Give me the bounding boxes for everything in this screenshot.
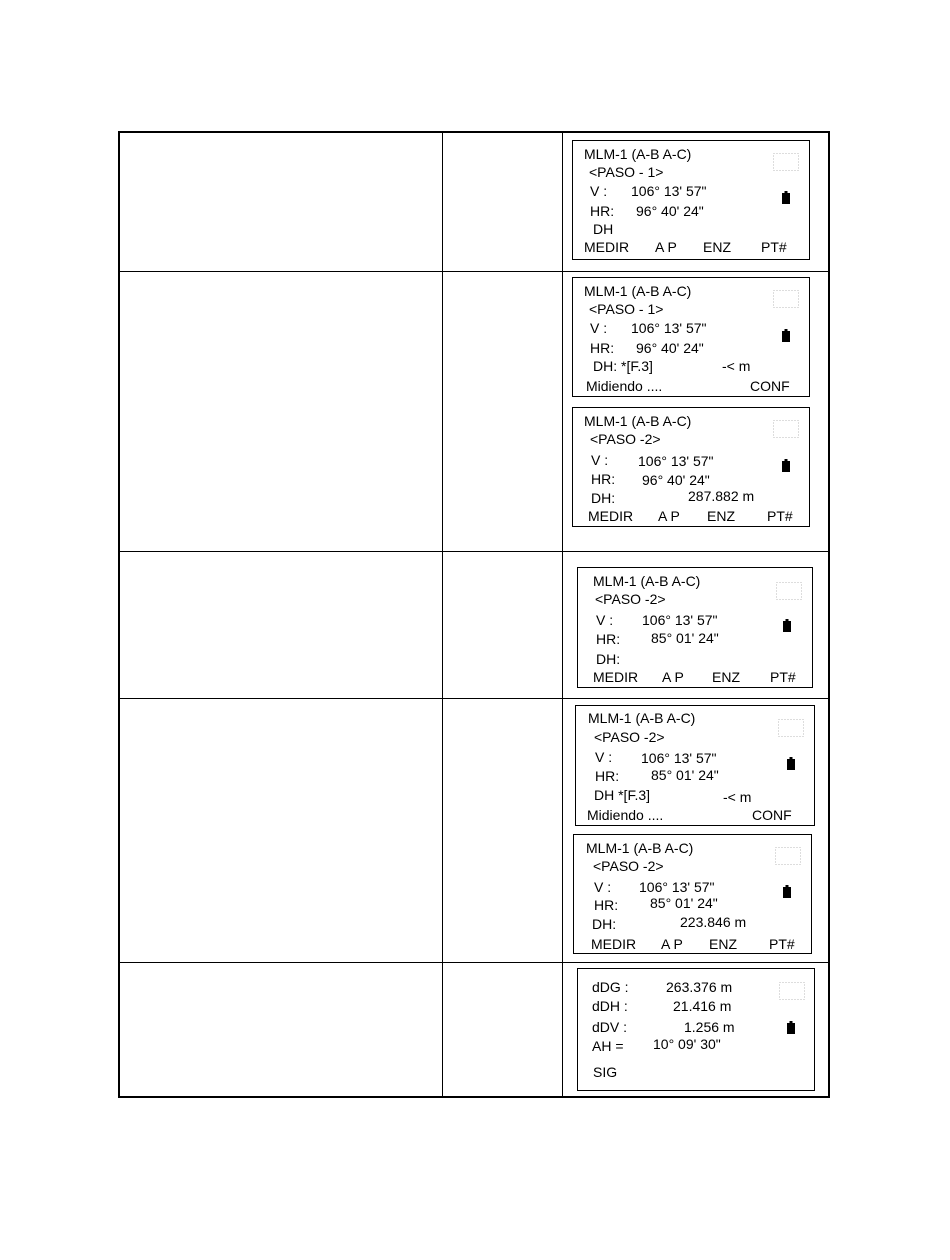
softkey-enz[interactable]: ENZ [712,669,740,685]
ddg-value: 263.376 m [666,979,733,995]
hr-value: 85° 01' 24" [650,895,718,911]
display-screen-result-step2 [573,834,812,954]
ddv-value: 1.256 m [684,1019,735,1035]
hr-value: 85° 01' 24" [651,767,719,783]
softkey-medir[interactable]: MEDIR [591,936,637,952]
softkey-conf[interactable]: CONF [750,378,790,394]
softkey-ap[interactable]: A P [655,239,677,255]
screen-title: MLM-1 (A-B A-C) [593,573,701,589]
softkey-enz[interactable]: ENZ [709,936,737,952]
softkey-medir[interactable]: MEDIR [593,669,639,685]
battery-icon [787,1021,795,1034]
hr-value: 85° 01' 24" [651,630,719,646]
battery-icon [782,459,790,472]
dh-label: DH: [592,916,617,932]
softkey-pt[interactable]: PT# [761,239,787,255]
softkey-pt[interactable]: PT# [769,936,795,952]
screen-title: MLM-1 (A-B A-C) [586,840,694,856]
signal-dots-icon [773,290,799,308]
hr-label: HR: [591,471,616,487]
signal-dots-icon [773,420,799,438]
hr-label: HR: [594,897,619,913]
v-label: V : [594,879,612,895]
ddh-label: dDH : [592,998,628,1014]
dh-label: DH: [596,651,621,667]
softkey-enz[interactable]: ENZ [707,508,735,524]
v-label: V : [591,452,609,468]
column-divider [562,133,563,1096]
softkey-pt[interactable]: PT# [770,669,796,685]
screen-title: MLM-1 (A-B A-C) [588,710,696,726]
softkey-pt[interactable]: PT# [767,508,793,524]
dh-value: 223.846 m [680,914,747,930]
measuring-status: Midiendo .... [587,807,664,823]
softkey-ap[interactable]: A P [662,669,684,685]
hr-label: HR: [596,631,621,647]
v-value: 106° 13' 57" [631,183,707,199]
step-label: <PASO - 1> [589,301,664,317]
dh-label: DH *[F.3] [594,787,651,803]
softkey-sig[interactable]: SIG [593,1064,618,1080]
hr-value: 96° 40' 24" [636,340,704,356]
hr-label: HR: [595,768,620,784]
battery-icon [783,885,791,898]
softkey-ap[interactable]: A P [658,508,680,524]
column-divider [442,133,443,1096]
display-screen-mlm-result [577,968,815,1091]
step-label: <PASO - 1> [589,164,664,180]
dh-label: DH: [591,490,616,506]
v-label: V : [590,183,608,199]
dh-value: -< m [722,358,751,374]
row-divider [120,962,828,963]
battery-icon [782,329,790,342]
step-label: <PASO -2> [594,729,665,745]
display-screen-step2 [577,567,813,688]
row-divider [120,271,828,272]
row-divider [120,698,828,699]
hr-value: 96° 40' 24" [636,203,704,219]
v-label: V : [596,612,614,628]
display-screen-result-step1 [572,407,810,527]
v-value: 106° 13' 57" [641,750,717,766]
display-screen-measuring-step2 [575,705,815,826]
v-value: 106° 13' 57" [638,453,714,469]
v-value: 106° 13' 57" [639,879,715,895]
signal-dots-icon [773,153,799,171]
v-value: 106° 13' 57" [642,612,718,628]
step-label: <PASO -2> [590,431,661,447]
v-label: V : [590,320,608,336]
softkey-enz[interactable]: ENZ [703,239,731,255]
battery-icon [787,757,795,770]
ah-label: AH = [592,1038,624,1054]
dh-value: -< m [723,789,752,805]
v-label: V : [595,749,613,765]
softkey-conf[interactable]: CONF [752,807,792,823]
signal-dots-icon [775,847,801,865]
dh-label: DH: *[F.3] [593,358,653,374]
measuring-status: Midiendo .... [586,378,663,394]
battery-icon [783,619,791,632]
screen-title: MLM-1 (A-B A-C) [584,283,692,299]
step-label: <PASO -2> [593,858,664,874]
softkey-ap[interactable]: A P [661,936,683,952]
signal-dots-icon [776,582,802,600]
hr-label: HR: [590,340,615,356]
signal-dots-icon [779,982,805,1000]
ddh-value: 21.416 m [673,998,732,1014]
ddg-label: dDG : [592,979,629,995]
softkey-medir[interactable]: MEDIR [588,508,634,524]
signal-dots-icon [778,719,804,737]
ah-value: 10° 09' 30" [653,1036,721,1052]
battery-icon [782,191,790,204]
screen-title: MLM-1 (A-B A-C) [584,146,692,162]
dh-label: DH [593,221,614,237]
v-value: 106° 13' 57" [631,320,707,336]
hr-value: 96° 40' 24" [642,472,710,488]
step-label: <PASO -2> [595,591,666,607]
softkey-medir[interactable]: MEDIR [584,239,630,255]
display-screen-step1 [572,140,810,260]
dh-value: 287.882 m [688,488,755,504]
ddv-label: dDV : [592,1019,628,1035]
row-divider [120,551,828,552]
screen-title: MLM-1 (A-B A-C) [584,413,692,429]
hr-label: HR: [590,203,615,219]
display-screen-measuring-step1 [572,277,810,397]
